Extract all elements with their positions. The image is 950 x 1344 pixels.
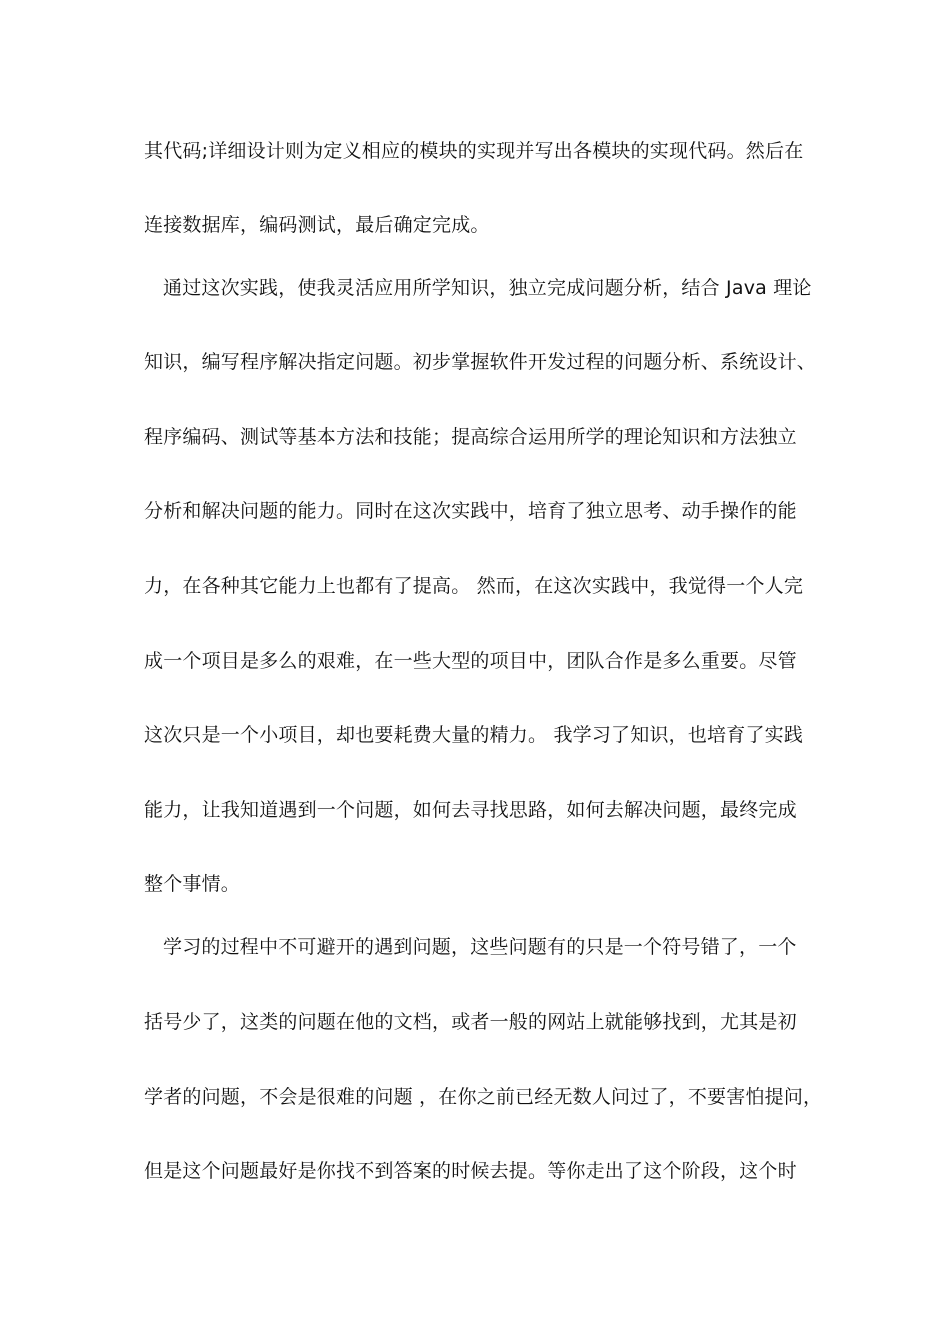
text-line-10: 能力，让我知道遇到一个问题，如何去寻找思路，如何去解决问题，最终完成 xyxy=(144,799,797,821)
text-line-4: 知识，编写程序解决指定问题。初步掌握软件开发过程的问题分析、系统设计、 xyxy=(144,351,817,373)
text-line-2: 连接数据库，编码测试，最后确定完成。 xyxy=(144,214,490,236)
text-line-7: 力，在各种其它能力上也都有了提高。 然而，在这次实践中，我觉得一个人完 xyxy=(144,575,804,597)
text-line-1: 其代码;详细设计则为定义相应的模块的实现并写出各模块的实现代码。然后在 xyxy=(144,140,804,162)
paragraph-start-line-12: 学习的过程中不可避开的遇到问题，这些问题有的只是一个符号错了，一个 xyxy=(163,936,797,958)
text-line-5: 程序编码、测试等基本方法和技能；提高综合运用所学的理论知识和方法独立 xyxy=(144,426,797,448)
text-line-15: 但是这个问题最好是你找不到答案的时候去提。等你走出了这个阶段，这个时 xyxy=(144,1160,797,1182)
text-line-8: 成一个项目是多么的艰难，在一些大型的项目中，团队合作是多么重要。尽管 xyxy=(144,650,797,672)
text-line-6: 分析和解决问题的能力。同时在这次实践中，培育了独立思考、动手操作的能 xyxy=(144,500,797,522)
text-line-11: 整个事情。 xyxy=(144,873,241,895)
text-line-9: 这次只是一个小项目，却也要耗费大量的精力。 我学习了知识，也培育了实践 xyxy=(144,724,804,746)
text-line-14: 学者的问题，不会是很难的问题 ，在你之前已经无数人问过了，不要害怕提问， xyxy=(144,1086,823,1108)
paragraph-start-line-3: 通过这次实践，使我灵活应用所学知识，独立完成问题分析，结合 Java 理论 xyxy=(163,277,812,299)
text-line-13: 括号少了，这类的问题在他的文档，或者一般的网站上就能够找到，尤其是初 xyxy=(144,1011,797,1033)
